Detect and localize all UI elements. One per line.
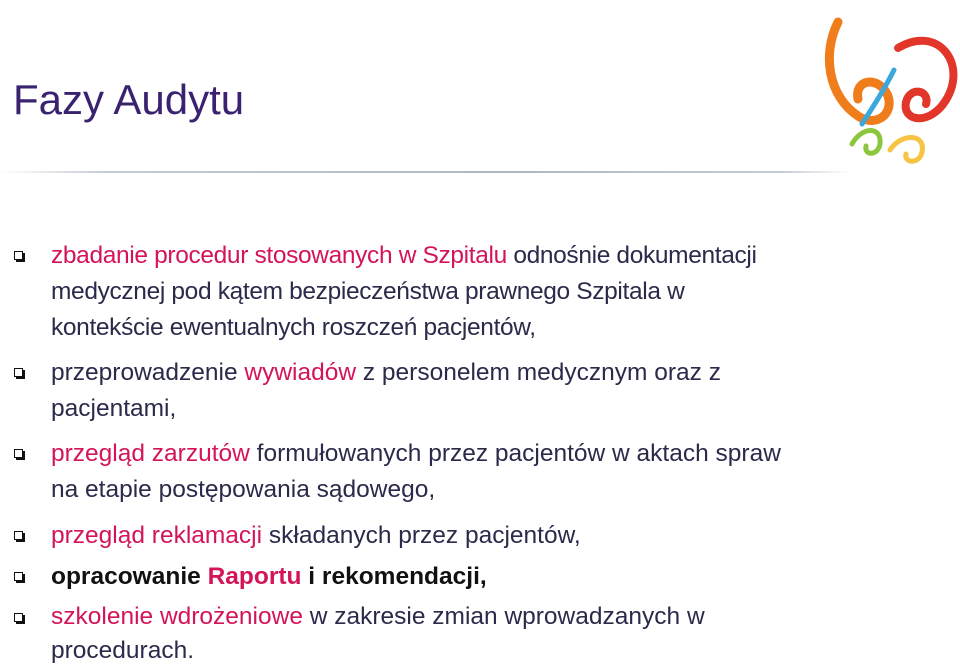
bullet-line [51,238,942,274]
bullet-highlight: przegląd zarzutów [51,440,250,467]
bullet-line: na etapie postępowania sądowego, [51,476,436,503]
bullet-line: kontekście ewentualnych roszczeń pacjentów, [51,314,536,341]
logo-orange-swirl [829,22,889,120]
hollow-square-icon [14,449,23,458]
hollow-square-icon [14,531,23,540]
title-divider [0,171,850,173]
bullet-highlight: przegląd reklamacji [51,522,263,549]
bullet-text: składanych przez pacjentów, [262,522,581,549]
bullet-line [51,436,942,472]
bullet-item [12,600,942,668]
bullet-list [12,238,942,668]
bullet-highlight: Raportu [207,563,302,590]
bullet-text: przeprowadzenie [51,359,245,386]
bullet-line [51,559,942,595]
butterfly-logo-icon [818,4,960,174]
hollow-square-icon [14,572,23,581]
bullet-text: w zakresie zmian wprowadzanych w [302,603,705,630]
bullet-highlight: zbadanie procedur stosowanych w Szpitalu [51,242,507,269]
bullet-text: i rekomendacji, [301,563,487,590]
hollow-square-icon [14,613,23,622]
bullet-item [12,559,942,595]
bullet-text: opracowanie [51,563,208,590]
bullet-text: formułowanych przez pacjentów w aktach spraw [249,440,781,467]
bullet-item [12,518,942,554]
bullet-item [12,436,942,508]
bullet-item [12,238,942,346]
bullet-line [51,518,942,554]
bullet-highlight: szkolenie wdrożeniowe [51,603,303,630]
logo-red-swirl [898,41,953,119]
hollow-square-icon [14,251,23,260]
bullet-highlight: wywiadów [244,359,357,386]
bullet-text: z personelem medycznym oraz z [356,359,721,386]
bullet-line [51,355,942,391]
bullet-line: procedurach. [51,637,195,664]
logo-green-swirl [852,131,880,154]
slide-title: Fazy Audytu [13,76,245,123]
logo-yellow-swirl [890,137,922,161]
bullet-line: pacjentami, [51,395,177,422]
bullet-text: odnośnie dokumentacji [506,242,757,269]
bullet-item [12,355,942,427]
bullet-line [51,600,942,634]
hollow-square-icon [14,368,23,377]
bullet-line: medycznej pod kątem bezpieczeństwa prawnego Szpitala w [51,278,685,305]
